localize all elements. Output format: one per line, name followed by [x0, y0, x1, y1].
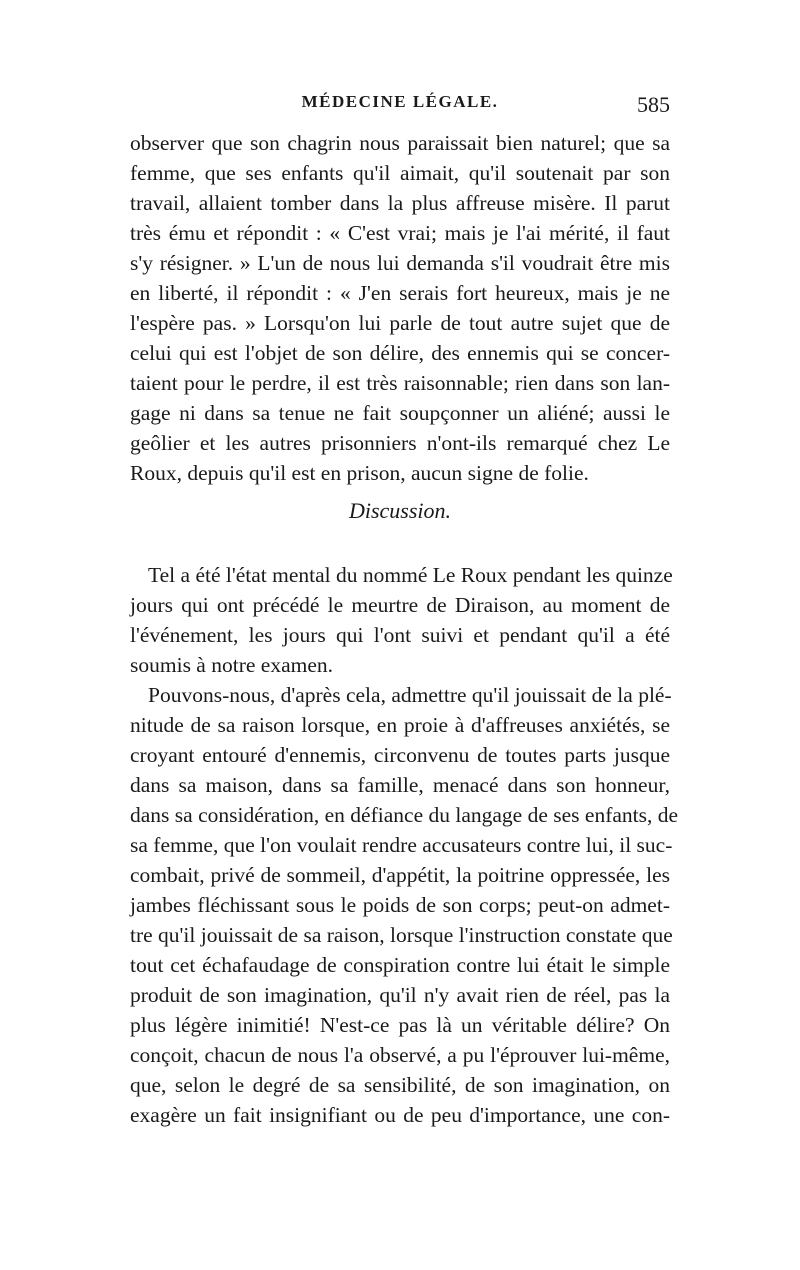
text-line: taient pour le perdre, il est très raisonnable; rien dans son lan-: [130, 371, 670, 395]
text-line: Pouvons-nous, d'après cela, admettre qu'il jouissait de la plé-: [148, 683, 672, 707]
text-line: travail, allaient tomber dans la plus affreuse misère. Il parut: [130, 191, 670, 215]
text-line: sa femme, que l'on voulait rendre accusateurs contre lui, il suc-: [130, 833, 673, 857]
text-line: combait, privé de sommeil, d'appétit, la poitrine oppressée, les: [130, 863, 670, 887]
page-number: 585: [637, 92, 670, 117]
text-line: Roux, depuis qu'il est en prison, aucun signe de folie.: [130, 461, 589, 485]
text-line: celui qui est l'objet de son délire, des ennemis qui se concer-: [130, 341, 670, 365]
text-line: tout cet échafaudage de conspiration contre lui était le simple: [130, 953, 670, 977]
text-line: jours qui ont précédé le meurtre de Diraison, au moment de: [130, 593, 670, 617]
text-line: que, selon le degré de sa sensibilité, de son imagination, on: [130, 1073, 670, 1097]
running-header: [130, 92, 670, 122]
text-line: Tel a été l'état mental du nommé Le Roux pendant les quinze: [148, 563, 673, 587]
text-line: s'y résigner. » L'un de nous lui demanda s'il voudrait être mis: [130, 251, 670, 275]
text-line: geôlier et les autres prisonniers n'ont-ils remarqué chez Le: [130, 431, 670, 455]
text-line: dans sa considération, en défiance du langage de ses enfants, de: [130, 803, 679, 827]
text-line: jambes fléchissant sous le poids de son corps; peut-on admet-: [130, 893, 670, 917]
text-line: nitude de sa raison lorsque, en proie à d'affreuses anxiétés, se: [130, 713, 670, 737]
text-line: en liberté, il répondit : « J'en serais fort heureux, mais je ne: [130, 281, 670, 305]
text-line: soumis à notre examen.: [130, 653, 334, 677]
text-line: plus légère inimitié! N'est-ce pas là un véritable délire? On: [130, 1013, 670, 1037]
text-line: très ému et répondit : « C'est vrai; mais je l'ai mérité, il faut: [130, 221, 670, 245]
text-line: l'espère pas. » Lorsqu'on lui parle de tout autre sujet que de: [130, 311, 670, 335]
text-line: croyant entouré d'ennemis, circonvenu de toutes parts jusque: [130, 743, 670, 767]
text-line: gage ni dans sa tenue ne fait soupçonner un aliéné; aussi le: [130, 401, 670, 425]
text-line: tre qu'il jouissait de sa raison, lorsque l'instruction constate que: [130, 923, 673, 947]
section-heading: Discussion.: [348, 498, 452, 523]
text-line: conçoit, chacun de nous l'a observé, a pu l'éprouver lui-même,: [130, 1043, 670, 1067]
text-line: l'événement, les jours qui l'ont suivi et pendant qu'il a été: [130, 623, 670, 647]
text-line: femme, que ses enfants qu'il aimait, qu'il soutenait par son: [130, 161, 670, 185]
text-line: observer que son chagrin nous paraissait bien naturel; que sa: [130, 131, 670, 155]
running-title: MÉDECINE LÉGALE.: [301, 92, 499, 111]
text-line: dans sa maison, dans sa famille, menacé dans son honneur,: [130, 773, 670, 797]
text-line: produit de son imagination, qu'il n'y avait rien de réel, pas la: [130, 983, 670, 1007]
text-line: exagère un fait insignifiant ou de peu d'importance, une con-: [130, 1103, 670, 1127]
